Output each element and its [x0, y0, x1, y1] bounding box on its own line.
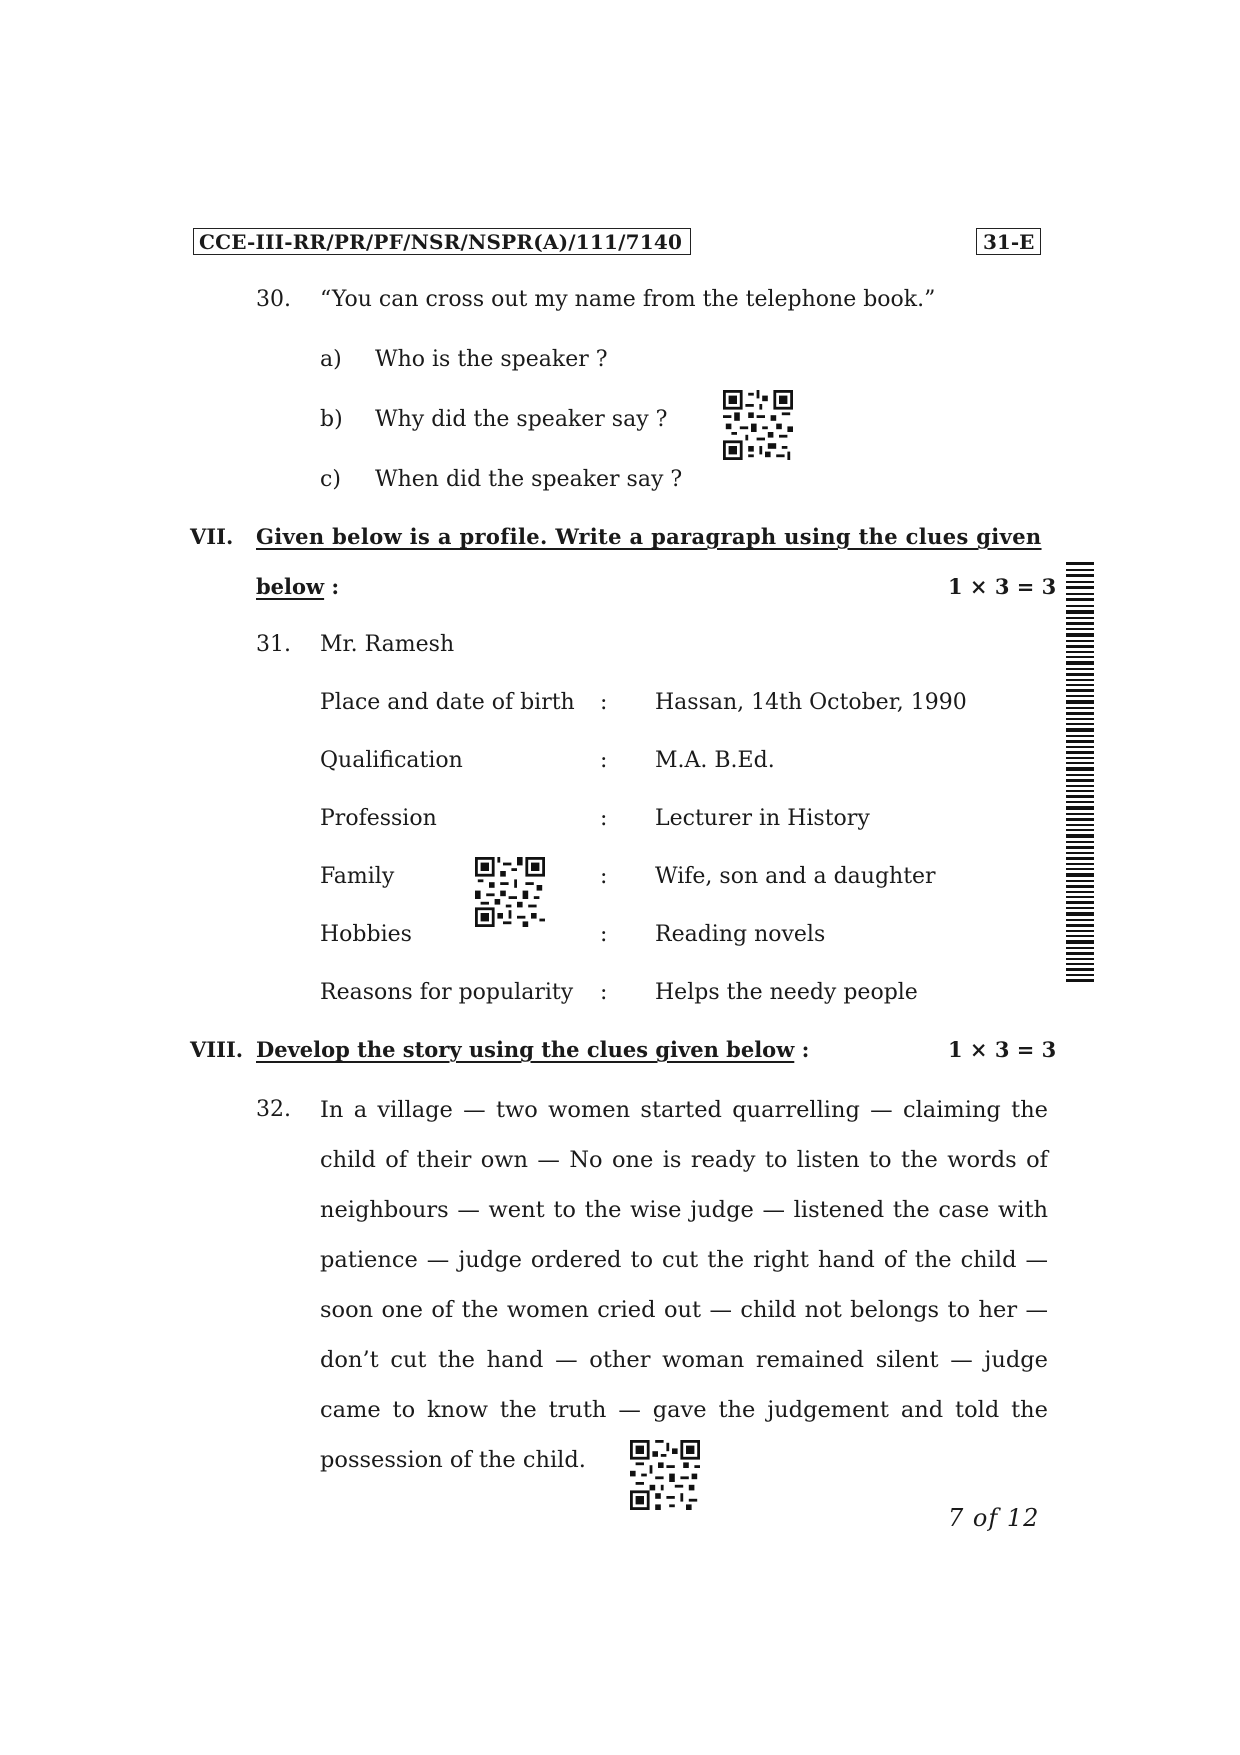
sub-question-label: b)	[320, 407, 343, 432]
section-heading-colon: :	[801, 1037, 810, 1062]
question-number: 30.	[256, 287, 291, 312]
section-roman-numeral: VIII.	[190, 1037, 244, 1062]
sub-question-label: c)	[320, 467, 341, 492]
page-number: 7 of 12	[948, 1504, 1040, 1532]
profile-label: Qualification	[320, 748, 463, 773]
story-clues: In a village — two women started quarrelling — claiming the child of their own — No one is ready to listen to the words of neighbours — went to the wise judge — listened the case with patience — judge ordered to cut the right hand of the child — soon one of the women cried out — child not belongs to her — don’t cut the hand — other woman remained silent — judge came to know the truth — gave the judgement and told the possession of the child.	[320, 1097, 1048, 1473]
question-text: “You can cross out my name from the telephone book.”	[320, 287, 936, 312]
profile-colon: :	[600, 748, 608, 773]
profile-value: Reading novels	[655, 922, 826, 947]
section-heading-word: below	[256, 574, 325, 599]
qr-code-icon	[475, 857, 545, 927]
profile-label: Hobbies	[320, 922, 412, 947]
profile-colon: :	[600, 690, 608, 715]
profile-value: Wife, son and a daughter	[655, 864, 936, 889]
paper-code-box: 31-E	[976, 228, 1041, 255]
section-marks: 1 × 3 = 3	[948, 574, 1057, 599]
question-number: 31.	[256, 632, 291, 657]
section-heading-line	[256, 1035, 809, 1065]
profile-label: Family	[320, 864, 395, 889]
profile-value: M.A. B.Ed.	[655, 748, 775, 773]
section-marks: 1 × 3 = 3	[948, 1037, 1057, 1062]
section-heading: Develop the story using the clues given below	[256, 1037, 795, 1062]
section-roman-numeral: VII.	[190, 524, 234, 549]
exam-code-box: CCE-III-RR/PR/PF/NSR/NSPR(A)/111/7140	[193, 228, 691, 255]
profile-colon: :	[600, 980, 608, 1005]
section-heading-colon: :	[331, 574, 340, 599]
profile-label: Place and date of birth	[320, 690, 575, 715]
profile-value: Helps the needy people	[655, 980, 918, 1005]
profile-value: Hassan, 14th October, 1990	[655, 690, 967, 715]
qr-code-icon	[723, 390, 793, 460]
qr-code-icon	[630, 1440, 700, 1510]
profile-colon: :	[600, 922, 608, 947]
profile-colon: :	[600, 806, 608, 831]
sub-question-text: When did the speaker say ?	[375, 467, 683, 492]
barcode-icon	[1066, 562, 1098, 984]
profile-colon: :	[600, 864, 608, 889]
profile-label: Profession	[320, 806, 437, 831]
question-number: 32.	[256, 1097, 291, 1122]
sub-question-text: Why did the speaker say ?	[375, 407, 668, 432]
profile-name: Mr. Ramesh	[320, 632, 455, 657]
profile-value: Lecturer in History	[655, 806, 870, 831]
profile-label: Reasons for popularity	[320, 980, 574, 1005]
section-heading-continued	[256, 572, 339, 602]
sub-question-label: a)	[320, 347, 342, 372]
sub-question-text: Who is the speaker ?	[375, 347, 608, 372]
section-heading: Given below is a profile. Write a paragraph using the clues given	[256, 524, 1042, 549]
